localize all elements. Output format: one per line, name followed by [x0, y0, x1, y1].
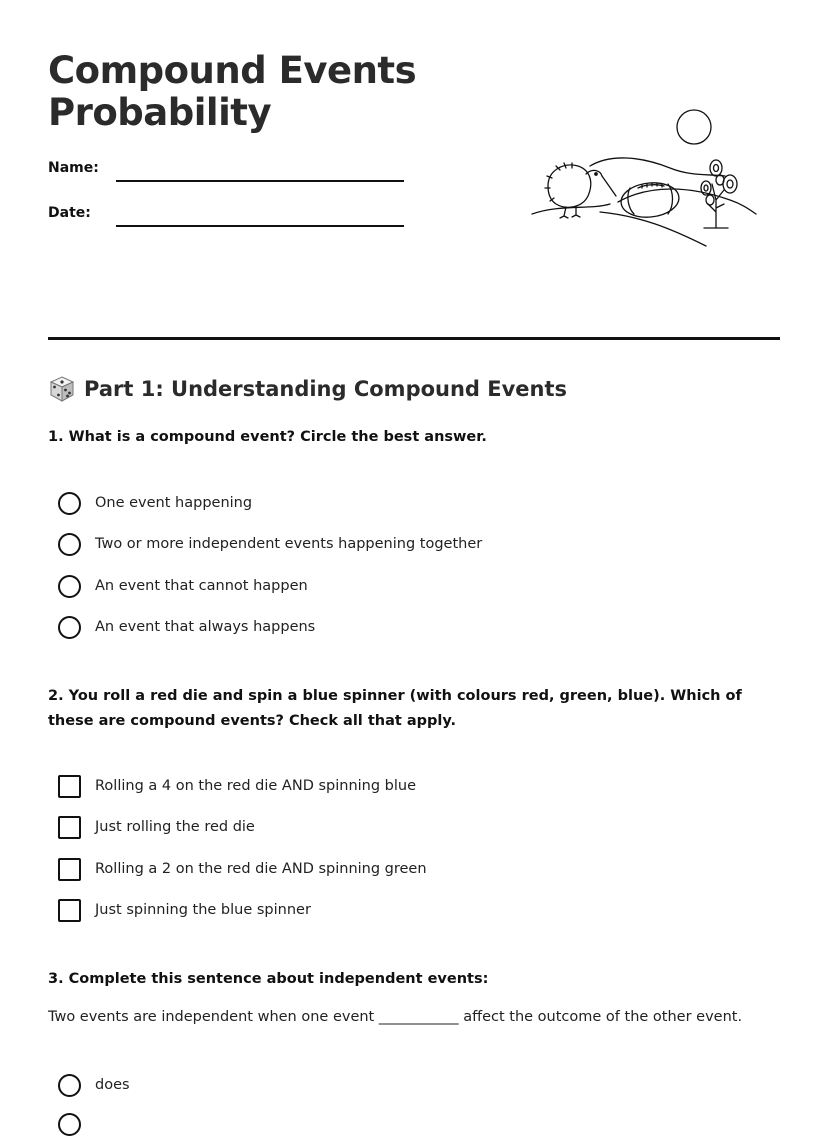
q2-option[interactable] [58, 774, 416, 798]
fill-in-sentence: Two events are independent when one event ___________ affect the outcome of the other event. [48, 1009, 743, 1025]
q1-option[interactable] [58, 615, 315, 639]
name-field[interactable] [116, 180, 404, 182]
q3-option[interactable] [58, 1112, 95, 1136]
kiwi-football-landscape-illustration [530, 104, 760, 250]
date-field[interactable] [116, 225, 404, 227]
section-divider [48, 337, 780, 340]
q2-option-label: Just spinning the blue spinner [95, 902, 311, 918]
radio-circle-icon[interactable] [58, 575, 81, 598]
part1-heading-text: Part 1: Understanding Compound Events [84, 377, 568, 401]
question-1: 1. What is a compound event? Circle the best answer. [48, 429, 487, 445]
checkbox-icon[interactable] [58, 816, 81, 839]
q2-option-label: Just rolling the red die [95, 819, 255, 835]
radio-circle-icon[interactable] [58, 533, 81, 556]
title-line-2: Probability [48, 91, 272, 134]
date-label: Date: [48, 205, 91, 221]
q1-option[interactable] [58, 491, 252, 515]
q2-option[interactable] [58, 898, 311, 922]
worksheet-title [48, 50, 416, 134]
q1-option-label: An event that cannot happen [95, 578, 308, 594]
q2-option[interactable] [58, 857, 427, 881]
q1-option-label: Two or more independent events happening together [95, 536, 483, 552]
part1-heading [48, 374, 567, 404]
question-2: 2. You roll a red die and spin a blue spinner (with colours red, green, blue). Which of these are compound events? Check all that apply. [48, 688, 742, 729]
radio-circle-icon[interactable] [58, 1074, 81, 1097]
q2-option-label: Rolling a 4 on the red die AND spinning blue [95, 778, 417, 794]
name-label: Name: [48, 160, 99, 176]
radio-circle-icon[interactable] [58, 1113, 81, 1136]
checkbox-icon[interactable] [58, 775, 81, 798]
q1-option-label: One event happening [95, 495, 253, 511]
q3-option[interactable] [58, 1073, 130, 1097]
radio-circle-icon[interactable] [58, 492, 81, 515]
title-line-1: Compound Events [48, 49, 417, 92]
question-3: 3. Complete this sentence about independent events: [48, 971, 489, 987]
q2-option-label: Rolling a 2 on the red die AND spinning green [95, 861, 427, 877]
checkbox-icon[interactable] [58, 858, 81, 881]
q1-option-label: An event that always happens [95, 619, 316, 635]
dice-icon [48, 375, 76, 403]
checkbox-icon[interactable] [58, 899, 81, 922]
q3-option-label: does [95, 1077, 130, 1093]
q2-option[interactable] [58, 815, 255, 839]
q1-option[interactable] [58, 574, 308, 598]
radio-circle-icon[interactable] [58, 616, 81, 639]
q1-option[interactable] [58, 532, 482, 556]
